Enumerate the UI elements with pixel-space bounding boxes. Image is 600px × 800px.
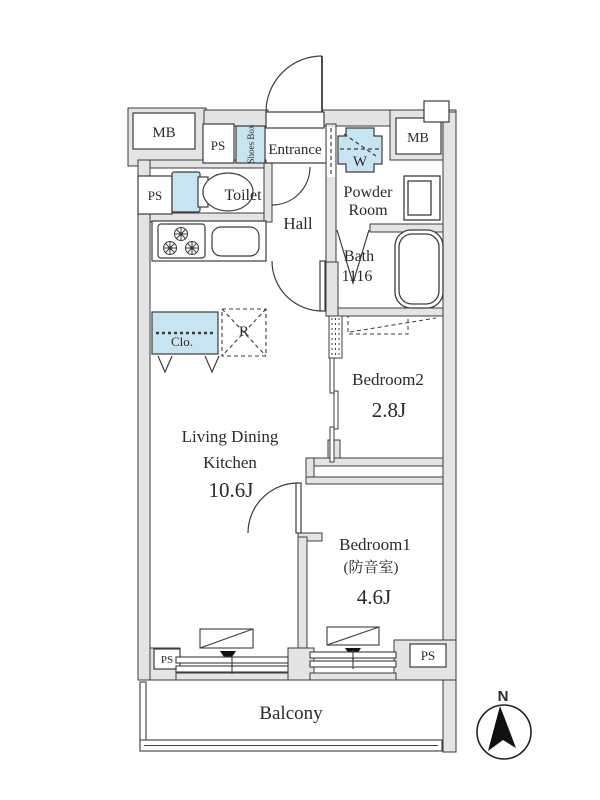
wall-right-outer	[443, 112, 456, 680]
partition-hatch-strip	[329, 316, 342, 358]
balcony-left-wall	[140, 682, 146, 744]
sliding-door-seg-2	[334, 391, 338, 429]
wall-bed1-top	[306, 477, 443, 484]
label-ps-bottom-right: PS	[420, 648, 436, 663]
label-entrance: Entrance	[268, 142, 322, 158]
wall-bath-bottom	[326, 308, 443, 316]
label-hall: Hall	[283, 214, 313, 233]
label-bedroom1-size: 4.6J	[356, 585, 392, 609]
label-bedroom1: Bedroom1	[339, 535, 411, 554]
toilet-door-arc	[272, 167, 310, 205]
label-mb-left: MB	[152, 125, 176, 141]
top-right-notch	[424, 101, 449, 122]
label-fridge: R	[238, 324, 250, 340]
label-bath-size: 1116	[341, 268, 373, 285]
bedroom1-door-arc	[248, 483, 298, 533]
wall-sill-ldk	[176, 673, 288, 680]
north-arrow-icon	[488, 706, 516, 751]
label-shoes-box: Shoes Box	[246, 124, 256, 164]
label-ps-top: PS	[210, 138, 226, 153]
label-ps-bottom-left: PS	[160, 654, 174, 666]
label-bath: Bath	[343, 248, 375, 265]
label-powder-1: Powder	[343, 184, 393, 201]
compass-icon	[477, 688, 531, 759]
windows-and-ac	[176, 627, 396, 674]
bedroom2-partition	[329, 316, 436, 462]
compass-north-label: N	[497, 688, 509, 705]
label-toilet: Toilet	[224, 187, 262, 204]
toilet-tank	[172, 172, 200, 212]
bathtub-icon	[395, 230, 443, 308]
label-mb-right: MB	[407, 131, 429, 146]
label-ldk-1: Living Dining	[181, 427, 279, 446]
wall-ldk-east	[326, 262, 338, 316]
label-powder-2: Room	[348, 202, 388, 219]
bedroom1-door-leaf	[296, 483, 301, 533]
label-bedroom2-size: 2.8J	[371, 398, 407, 422]
entrance-door-frame	[266, 112, 324, 128]
bathtub-inner	[399, 234, 439, 304]
closet-hanger-left	[158, 356, 172, 372]
wall-left-outer	[138, 160, 150, 680]
wall-sill-bed1	[310, 673, 396, 680]
entrance-door-arc	[266, 56, 322, 112]
label-bedroom2: Bedroom2	[352, 370, 424, 389]
label-washer: W	[352, 154, 368, 170]
bedroom2-shelf-diagonal	[350, 318, 436, 332]
label-balcony: Balcony	[259, 703, 323, 724]
sliding-door-seg-1	[330, 358, 334, 393]
wall-bed1-left	[298, 537, 307, 664]
hall-ldk-door-leaf	[320, 261, 325, 311]
powder-sink-icon	[404, 176, 440, 220]
kitchen-sink-icon	[212, 227, 259, 256]
kitchen-counter	[152, 221, 266, 261]
label-ldk-2: Kitchen	[203, 453, 257, 472]
closet-hanger-right	[205, 356, 219, 372]
wall-toilet-right	[264, 163, 272, 222]
label-ldk-size: 10.6J	[208, 478, 254, 502]
label-ps-toilet: PS	[147, 188, 163, 203]
sliding-door-seg-3	[330, 427, 334, 462]
label-bedroom1-sub: (防音室)	[343, 560, 399, 576]
label-closet: Clo.	[170, 334, 194, 349]
hall-ldk-door-arc	[272, 261, 322, 311]
sink-inner	[408, 181, 431, 215]
wall-right-balcony	[443, 680, 456, 752]
